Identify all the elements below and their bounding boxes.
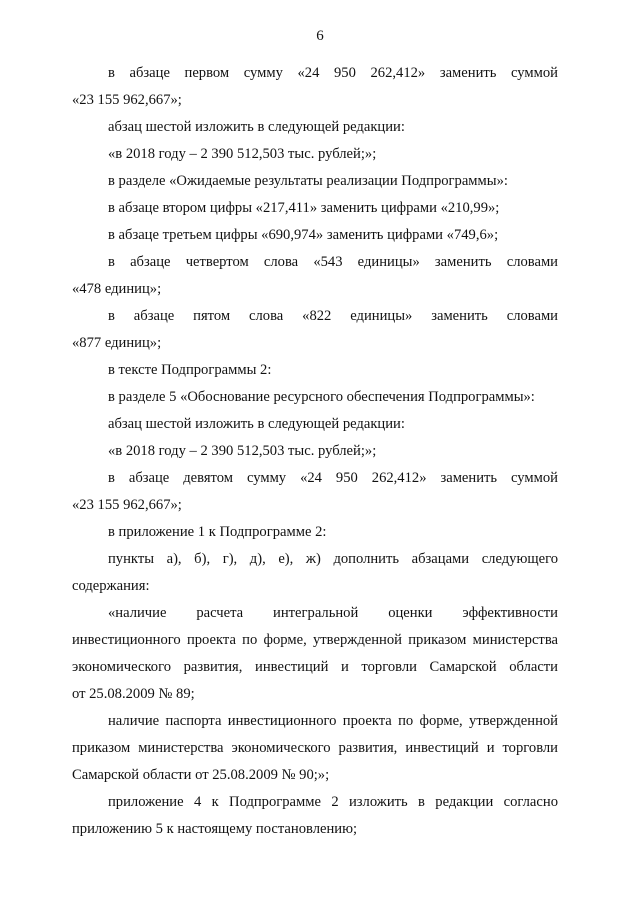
paragraph-line: «23 155 962,667»;	[72, 497, 182, 513]
paragraph	[72, 249, 558, 303]
paragraph-line: в абзаце четвертом слова «543 единицы» заменить словами	[108, 254, 558, 270]
paragraph: «в 2018 году – 2 390 512,503 тыс. рублей;»;	[108, 443, 377, 459]
paragraph: абзац шестой изложить в следующей редакции:	[108, 416, 405, 432]
paragraph: абзац шестой изложить в следующей редакции:	[108, 119, 405, 135]
paragraph-line: Самарской области от 25.08.2009 № 90;»;	[72, 767, 330, 783]
paragraph-line: в абзаце девятом сумму «24 950 262,412» заменить суммой	[108, 470, 558, 486]
paragraph-line: в абзаце пятом слова «822 единицы» заменить словами	[108, 308, 558, 324]
paragraph-line: «наличие расчета интегральной оценки эффективности	[108, 605, 558, 621]
paragraph	[72, 546, 558, 600]
paragraph-line: наличие паспорта инвестиционного проекта по форме, утвержденной	[108, 713, 558, 729]
paragraph: в абзаце третьем цифры «690,974» заменить цифрами «749,6»;	[108, 227, 499, 243]
paragraph: в абзаце втором цифры «217,411» заменить цифрами «210,99»;	[108, 200, 500, 216]
paragraph-line: «478 единиц»;	[72, 281, 162, 297]
paragraph-line: от 25.08.2009 № 89;	[72, 686, 195, 702]
paragraph-line: пункты а), б), г), д), е), ж) дополнить абзацами следующего	[108, 551, 558, 567]
paragraph-line: «23 155 962,667»;	[72, 92, 182, 108]
paragraph-line: приложение 4 к Подпрограмме 2 изложить в редакции согласно	[108, 794, 558, 810]
paragraph: в тексте Подпрограммы 2:	[108, 362, 272, 378]
paragraph-line: инвестиционного проекта по форме, утвержденной приказом министерства	[72, 632, 558, 648]
paragraph	[72, 465, 558, 519]
paragraph-line: «877 единиц»;	[72, 335, 162, 351]
paragraph-line: приказом министерства экономического развития, инвестиций и торговли	[72, 740, 558, 756]
document-body	[72, 60, 558, 843]
paragraph	[72, 303, 558, 357]
paragraph	[72, 789, 558, 843]
page-number: 6	[316, 28, 324, 44]
paragraph: в разделе 5 «Обоснование ресурсного обеспечения Подпрограммы»:	[108, 389, 535, 405]
paragraph: в приложение 1 к Подпрограмме 2:	[108, 524, 327, 540]
paragraph: «в 2018 году – 2 390 512,503 тыс. рублей;»;	[108, 146, 377, 162]
paragraph	[72, 60, 558, 114]
paragraph: в разделе «Ожидаемые результаты реализации Подпрограммы»:	[108, 173, 508, 189]
paragraph-line: в абзаце первом сумму «24 950 262,412» заменить суммой	[108, 65, 558, 81]
paragraph-line: приложению 5 к настоящему постановлению;	[72, 821, 358, 837]
paragraph-line: экономического развития, инвестиций и торговли Самарской области	[72, 659, 558, 675]
paragraph-line: содержания:	[72, 578, 150, 594]
paragraph	[72, 600, 558, 708]
paragraph	[72, 708, 558, 789]
